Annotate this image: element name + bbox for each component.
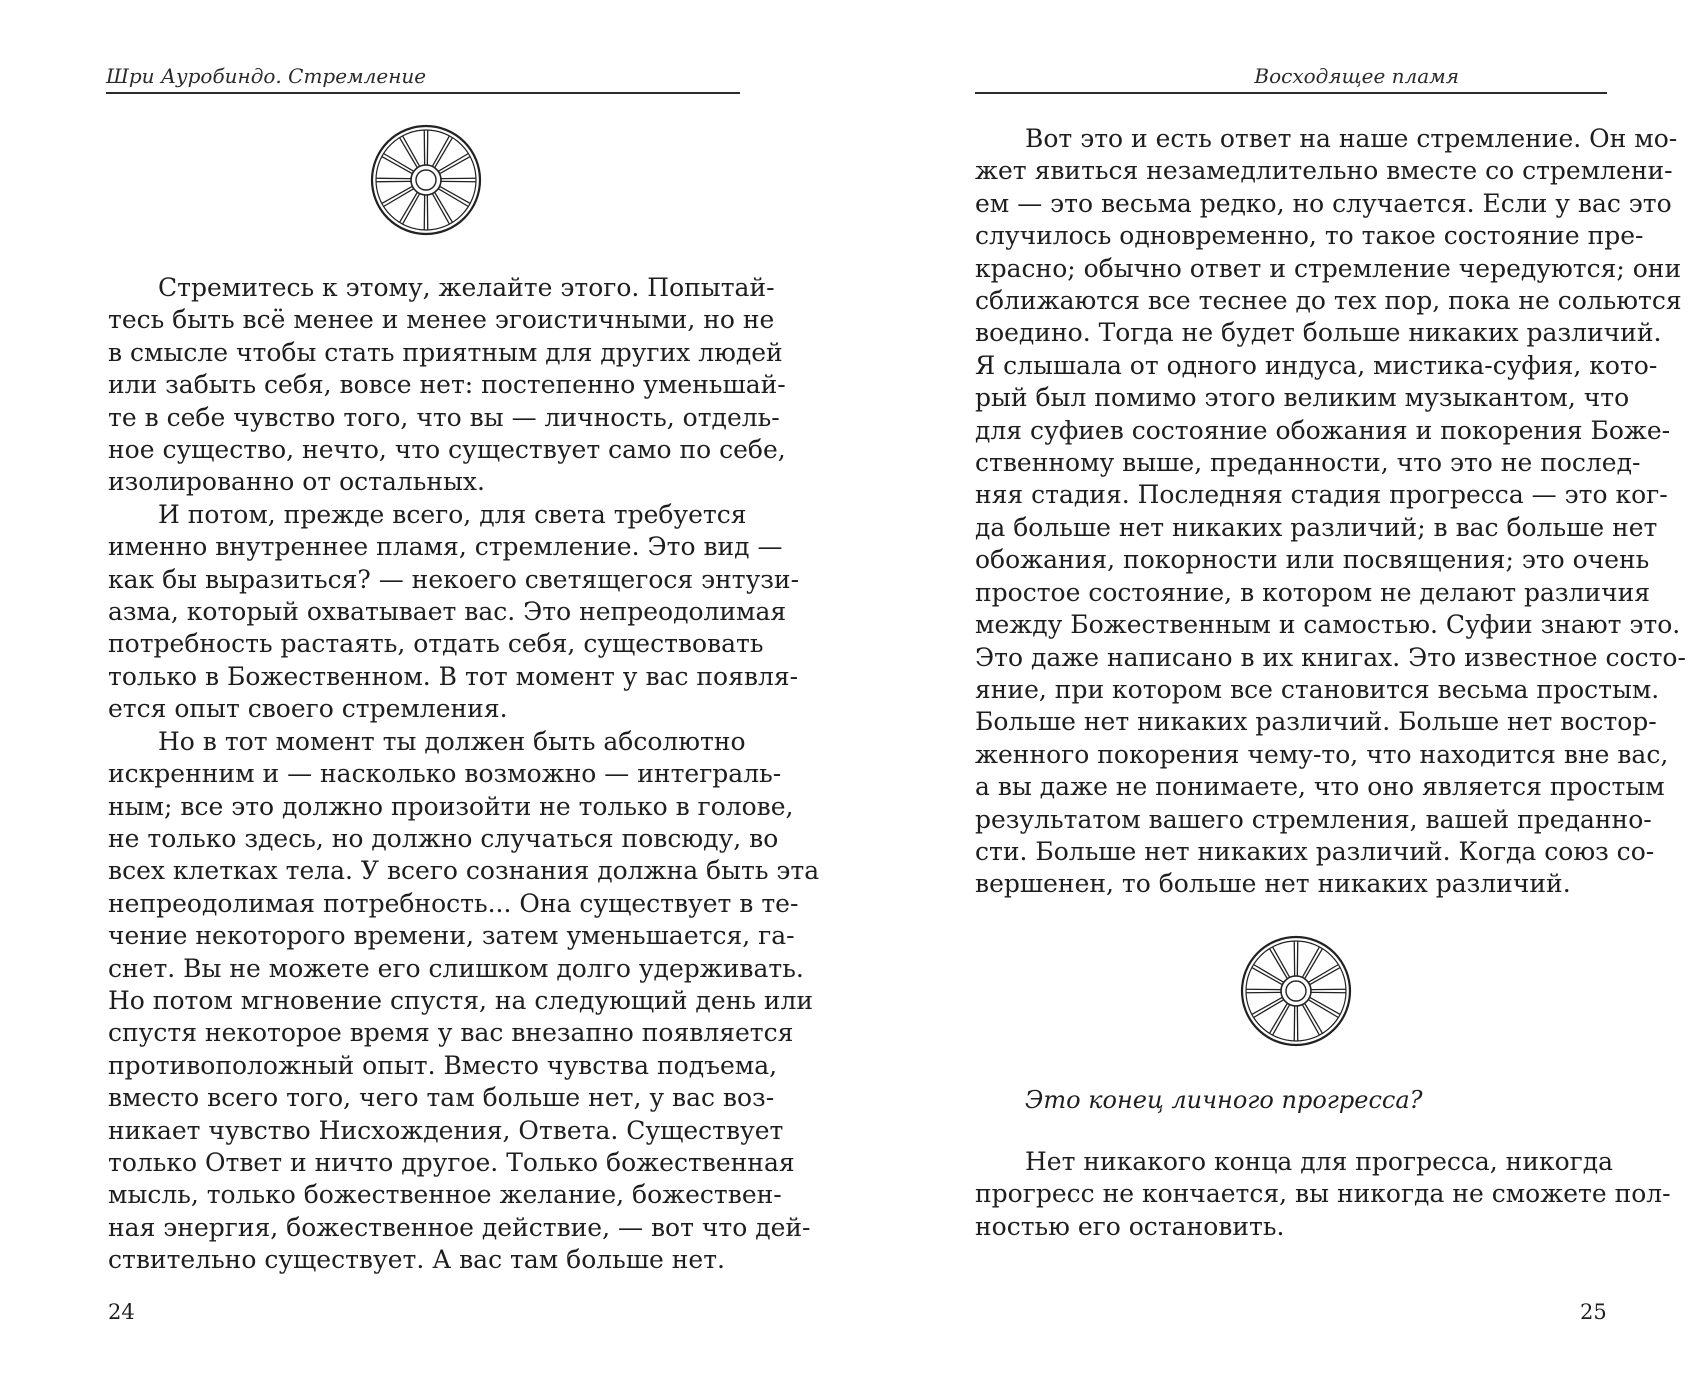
text-line: Но в тот момент ты должен быть абсолютно bbox=[158, 726, 746, 756]
text-line: Стремитесь к этому, желайте этого. Попытай- bbox=[158, 273, 775, 302]
text-line: случилось одновременно, то такое состояние пре- bbox=[975, 221, 1644, 251]
text-line: вершенен, то больше нет никаких различий. bbox=[975, 869, 1571, 899]
text-line: Больше нет никаких различий. Больше нет востор- bbox=[975, 707, 1657, 737]
text-line: сближаются все теснее до тех пор, пока не сольются bbox=[975, 286, 1682, 316]
left-body-text bbox=[108, 272, 820, 1277]
text-line: ностью его остановить. bbox=[975, 1211, 1285, 1241]
text-line: сти. Больше нет никаких различий. Когда союз со- bbox=[975, 836, 1655, 866]
text-line: или забыть себя, вовсе нет: постепенно уменьшай- bbox=[108, 370, 786, 400]
text-line: ем — это весьма редко, но случается. Если у вас это bbox=[975, 188, 1672, 218]
text-line: искренним и — насколько возможно — интеграль- bbox=[108, 759, 782, 789]
wheel-ornament-icon bbox=[1237, 932, 1355, 1050]
header-rule-right bbox=[975, 92, 1607, 94]
text-line: обожания, покорности или посвящения; это очень bbox=[975, 545, 1650, 575]
text-line: И потом, прежде всего, для света требуется bbox=[158, 499, 747, 529]
text-line: рый был помимо этого великим музыкантом, что bbox=[975, 383, 1630, 413]
text-line: Нет никакого конца для прогресса, никогда bbox=[1025, 1147, 1614, 1176]
text-line: изолированно от остальных. bbox=[108, 467, 485, 497]
text-line: спустя некоторое время у вас внезапно появляется bbox=[108, 1018, 794, 1048]
running-head-right: Восходящее пламя bbox=[1254, 64, 1459, 88]
text-line: азма, который охватывает вас. Это непреодолимая bbox=[108, 597, 787, 627]
answer-body-text bbox=[975, 1146, 1671, 1243]
text-line: да больше нет никаких различий; в вас больше нет bbox=[975, 512, 1658, 542]
text-line: для суфиев состояние обожания и покорения Боже- bbox=[975, 415, 1671, 445]
text-line: ным; все это должно произойти не только в голове, bbox=[108, 791, 794, 821]
text-line: потребность растаять, отдать себя, существовать bbox=[108, 629, 764, 659]
text-line: красно; обычно ответ и стремление чередуются; они bbox=[975, 253, 1682, 283]
text-line: ное существо, нечто, что существует само по себе, bbox=[108, 435, 786, 465]
text-line: вместо всего того, чего там больше нет, у вас воз- bbox=[108, 1083, 775, 1113]
header-rule-left bbox=[106, 92, 740, 94]
text-line: чение некоторого времени, затем уменьшается, га- bbox=[108, 921, 795, 951]
text-line: Я слышала от одного индуса, мистика-суфия, кото- bbox=[975, 350, 1658, 380]
text-line: только в Божественном. В тот момент у вас появля- bbox=[108, 661, 799, 691]
text-line: именно внутреннее пламя, стремление. Это вид — bbox=[108, 532, 783, 562]
text-line: Это даже написано в их книгах. Это известное состо- bbox=[975, 642, 1686, 672]
wheel-ornament-icon bbox=[367, 121, 485, 239]
text-line: противоположный опыт. Вместо чувства подъема, bbox=[108, 1050, 778, 1080]
text-line: никает чувство Нисхождения, Ответа. Существует bbox=[108, 1115, 784, 1145]
text-line: яние, при котором все становится весьма простым. bbox=[975, 674, 1660, 704]
text-line: Вот это и есть ответ на наше стремление. Он мо- bbox=[1025, 124, 1678, 153]
text-line: как бы выразиться? — некоего светящегося энтузи- bbox=[108, 564, 800, 594]
page-number-right: 25 bbox=[1580, 1300, 1607, 1324]
text-line: непреодолимая потребность... Она существует в те- bbox=[108, 888, 799, 918]
text-line: женного покорения чему-то, что находится вне вас, bbox=[975, 739, 1669, 769]
text-line: воедино. Тогда не будет больше никаких различий. bbox=[975, 318, 1662, 348]
text-line: тесь быть всё менее и менее эгоистичными, но не bbox=[108, 305, 775, 335]
text-line: простое состояние, в котором не делают различия bbox=[975, 577, 1651, 607]
text-line: не только здесь, но должно случаться повсюду, во bbox=[108, 823, 779, 853]
text-line: снет. Вы не можете его слишком долго удерживать. bbox=[108, 953, 804, 983]
text-line: те в себе чувство того, что вы — личность, отдель- bbox=[108, 402, 780, 432]
text-line: жет явиться незамедлительно вместе со стремлени- bbox=[975, 156, 1673, 186]
text-line: между Божественным и самостью. Суфии знают это. bbox=[975, 610, 1681, 640]
text-line: ная энергия, божественное действие, — вот что дей- bbox=[108, 1212, 811, 1242]
question-heading: Это конец личного прогресса? bbox=[1025, 1086, 1423, 1114]
text-line: прогресс не кончается, вы никогда не сможете пол- bbox=[975, 1179, 1671, 1209]
right-page bbox=[849, 0, 1698, 1384]
text-line: няя стадия. Последняя стадия прогресса — это ког- bbox=[975, 480, 1668, 510]
right-body-text bbox=[975, 123, 1686, 901]
text-line: результатом вашего стремления, вашей преданно- bbox=[975, 804, 1652, 834]
text-line: ется опыт своего стремления. bbox=[108, 694, 508, 724]
text-line: Но потом мгновение спустя, на следующий день или bbox=[108, 985, 814, 1015]
text-line: мысль, только божественное желание, божествен- bbox=[108, 1180, 782, 1210]
text-line: а вы даже не понимаете, что оно является простым bbox=[975, 772, 1665, 802]
text-line: в смысле чтобы стать приятным для других людей bbox=[108, 337, 783, 367]
text-line: всех клетках тела. У всего сознания должна быть эта bbox=[108, 856, 820, 886]
text-line: ствительно существует. А вас там больше нет. bbox=[108, 1245, 725, 1275]
text-line: только Ответ и ничто другое. Только божественная bbox=[108, 1147, 795, 1177]
running-head-left: Шри Ауробиндо. Стремление bbox=[106, 64, 427, 88]
text-line: ственному выше, преданности, что это не послед- bbox=[975, 448, 1641, 478]
page-number-left: 24 bbox=[108, 1300, 135, 1324]
